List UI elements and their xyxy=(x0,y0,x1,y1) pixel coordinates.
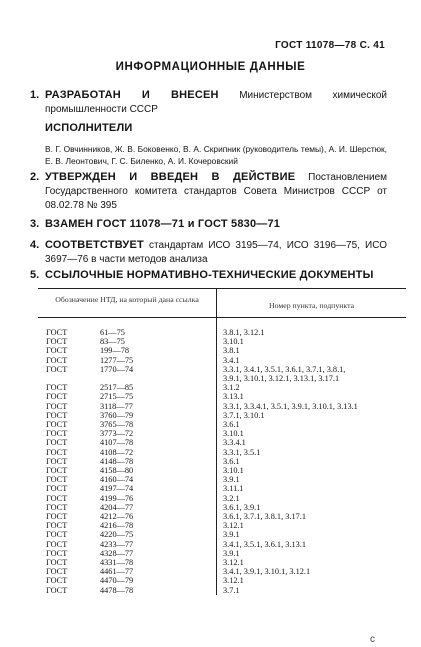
section-heading: ССЫЛОЧНЫЕ НОРМАТИВНО-ТЕХНИЧЕСКИЕ ДОКУМЕНТЫ xyxy=(45,269,374,281)
section-heading: УТВЕРЖДЕН И ВВЕДЕН В ДЕЙСТВИЕ xyxy=(45,171,296,183)
document-cell xyxy=(38,356,217,365)
document-cell xyxy=(38,586,217,595)
clause-cell xyxy=(217,438,407,447)
document-number: 4204—77 xyxy=(100,502,134,512)
document-number: 1277—75 xyxy=(100,355,134,365)
document-cell xyxy=(38,420,217,429)
table-row xyxy=(38,383,406,392)
clause-line: 3.6.1, 3.9.1 xyxy=(223,502,261,512)
document-cell xyxy=(38,549,217,558)
document-number: 4331—78 xyxy=(100,558,134,568)
document-prefix: ГОСТ xyxy=(46,328,68,337)
document-prefix: ГОСТ xyxy=(46,548,68,558)
clause-line: 3.4.1, 3.5.1, 3.6.1, 3.13.1 xyxy=(223,539,306,549)
document-number: 2715—75 xyxy=(100,392,134,402)
clause-line: 3.12.1 xyxy=(223,576,244,586)
clause-cell xyxy=(217,540,407,549)
document-number: 3760—79 xyxy=(100,410,134,420)
clause-cell xyxy=(217,512,407,521)
table-row xyxy=(38,402,406,411)
document-prefix: ГОСТ xyxy=(46,346,68,356)
clause-cell xyxy=(217,457,407,466)
section-4 xyxy=(30,238,387,267)
document-cell xyxy=(38,438,217,447)
document-prefix: ГОСТ xyxy=(46,410,68,420)
table-row xyxy=(38,494,406,503)
table-row xyxy=(38,530,406,539)
document-number: 4220—75 xyxy=(100,530,134,540)
clause-line: 3.4.1, 3.9.1, 3.10.1, 3.12.1 xyxy=(223,567,311,577)
table-row xyxy=(38,420,406,429)
clause-cell xyxy=(217,530,407,539)
document-number: 4216—78 xyxy=(100,521,134,531)
table-row xyxy=(38,466,406,475)
clause-line: 3.9.1 xyxy=(223,548,240,558)
clause-line: 3.8.1, 3.12.1 xyxy=(223,328,265,337)
document-prefix: ГОСТ xyxy=(46,585,68,595)
document-number: 3765—78 xyxy=(100,420,134,430)
clause-line: 3.6.1 xyxy=(223,456,240,466)
document-cell xyxy=(38,402,217,411)
table-row xyxy=(38,429,406,438)
section-text: Постановлением Государственного комитета стандартов Совета Министров СССР от 08.02.78 № 395 xyxy=(45,172,388,211)
document-cell xyxy=(38,411,217,420)
document-cell xyxy=(38,484,217,493)
document-prefix: ГОСТ xyxy=(46,558,68,568)
clause-line: 3.3.1, 3.4.1, 3.5.1, 3.6.1, 3.7.1, 3.8.1, xyxy=(223,364,346,374)
table-row xyxy=(38,392,406,401)
clause-line: 3.13.1 xyxy=(223,392,244,402)
clause-cell xyxy=(217,549,407,558)
document-prefix: ГОСТ xyxy=(46,429,68,439)
document-number: 4461—77 xyxy=(100,567,134,577)
document-prefix: ГОСТ xyxy=(46,438,68,448)
document-cell xyxy=(38,558,217,567)
document-number: 4212—76 xyxy=(100,512,134,522)
clause-cell xyxy=(217,402,407,411)
document-number: 1770—74 xyxy=(100,364,134,374)
document-cell xyxy=(38,429,217,438)
table-row xyxy=(38,346,406,355)
clause-line: 3.12.1 xyxy=(223,558,244,568)
clause-cell xyxy=(217,429,407,438)
document-prefix: ГОСТ xyxy=(46,466,68,476)
clause-line: 3.8.1 xyxy=(223,346,240,356)
document-prefix: ГОСТ xyxy=(46,493,68,503)
document-prefix: ГОСТ xyxy=(46,447,68,457)
executors-section xyxy=(30,121,387,167)
document-number: 4328—77 xyxy=(100,548,134,558)
table-row xyxy=(38,576,406,585)
document-cell xyxy=(38,466,217,475)
document-number: 199—78 xyxy=(100,346,130,356)
executors-names: В. Г. Овчинников, Ж. В. Боковенко, В. А. Скрипник (руководитель темы), А. И. Шерстюк, Е. В. Леонтович, Г. С. Биленко, А. И. Кочеровский xyxy=(45,144,387,166)
table-row xyxy=(38,457,406,466)
document-prefix: ГОСТ xyxy=(46,456,68,466)
clause-cell xyxy=(217,558,407,567)
document-prefix: ГОСТ xyxy=(46,392,68,402)
document-cell xyxy=(38,512,217,521)
section-heading: РАЗРАБОТАН И ВНЕСЕН xyxy=(45,89,219,101)
clause-cell xyxy=(217,392,407,401)
section-3 xyxy=(30,217,387,232)
clause-line: 3.3.4.1 xyxy=(223,438,246,448)
clause-line: 3.4.1 xyxy=(223,355,240,365)
document-cell xyxy=(38,383,217,392)
clause-line: 3.9.1 xyxy=(223,475,240,485)
table-row xyxy=(38,318,406,338)
document-cell xyxy=(38,530,217,539)
page-title: ИНФОРМАЦИОННЫЕ ДАННЫЕ xyxy=(115,61,306,73)
document-number: 4199—76 xyxy=(100,493,134,503)
section-number: 2. xyxy=(30,171,40,183)
executors-heading: ИСПОЛНИТЕЛИ xyxy=(45,122,133,134)
clause-cell xyxy=(217,356,407,365)
section-2 xyxy=(30,170,387,213)
column-header-document: Обозначение НТД, на который дана ссылка xyxy=(38,289,217,318)
clause-line: 3.10.1 xyxy=(223,466,244,476)
clause-line: 3.6.1 xyxy=(223,420,240,430)
column-header-clause: Номер пункта, подпункта xyxy=(217,289,407,318)
document-number: 3773—72 xyxy=(100,429,134,439)
document-number: 4108—72 xyxy=(100,447,134,457)
clause-cell xyxy=(217,411,407,420)
table-row xyxy=(38,512,406,521)
clause-cell xyxy=(217,484,407,493)
document-cell xyxy=(38,567,217,576)
table-row xyxy=(38,365,406,383)
section-number: 1. xyxy=(30,89,40,101)
document-cell xyxy=(38,365,217,383)
section-1 xyxy=(30,88,387,117)
document-cell xyxy=(38,318,217,338)
document-cell xyxy=(38,346,217,355)
table-row xyxy=(38,448,406,457)
clause-line: 3.7.1 xyxy=(223,585,240,595)
document-prefix: ГОСТ xyxy=(46,502,68,512)
document-cell xyxy=(38,521,217,530)
document-number: 3118—77 xyxy=(100,401,133,411)
document-number: 4470—79 xyxy=(100,576,134,586)
document-number: 2517—85 xyxy=(100,383,134,393)
clause-cell xyxy=(217,475,407,484)
document-prefix: ГОСТ xyxy=(46,401,68,411)
clause-cell xyxy=(217,586,407,595)
table-row xyxy=(38,549,406,558)
document-cell xyxy=(38,392,217,401)
clause-line: 3.6.1, 3.7.1, 3.8.1, 3.17.1 xyxy=(223,512,306,522)
clause-cell xyxy=(217,567,407,576)
clause-line: 3.10.1 xyxy=(223,429,244,439)
clause-line: 3.3.1, 3.3.4.1, 3.5.1, 3.9.1, 3.10.1, 3.13.1 xyxy=(223,401,358,411)
clause-line: 3.10.1 xyxy=(223,337,244,347)
table-row xyxy=(38,503,406,512)
table-row xyxy=(38,586,406,595)
clause-cell xyxy=(217,420,407,429)
table-row xyxy=(38,411,406,420)
table-row xyxy=(38,438,406,447)
document-cell xyxy=(38,494,217,503)
clause-cell xyxy=(217,383,407,392)
clause-cell xyxy=(217,365,407,383)
document-cell xyxy=(38,540,217,549)
document-prefix: ГОСТ xyxy=(46,530,68,540)
document-prefix: ГОСТ xyxy=(46,567,68,577)
document-cell xyxy=(38,457,217,466)
clause-line: 3.7.1, 3.10.1 xyxy=(223,410,265,420)
table-row xyxy=(38,567,406,576)
document-number: 4158—80 xyxy=(100,466,134,476)
document-number: 4233—77 xyxy=(100,539,134,549)
clause-cell xyxy=(217,503,407,512)
document-number: 4160—74 xyxy=(100,475,134,485)
clause-cell xyxy=(217,337,407,346)
document-number: 4197—74 xyxy=(100,484,134,494)
table-row xyxy=(38,540,406,549)
section-number: 4. xyxy=(30,239,40,251)
clause-cell xyxy=(217,521,407,530)
table-row xyxy=(38,337,406,346)
document-prefix: ГОСТ xyxy=(46,484,68,494)
document-number: 83—75 xyxy=(100,337,125,347)
table-row xyxy=(38,356,406,365)
document-prefix: ГОСТ xyxy=(46,420,68,430)
document-cell xyxy=(38,576,217,585)
document-prefix: ГОСТ xyxy=(46,512,68,522)
clause-cell xyxy=(217,466,407,475)
section-heading: СООТВЕТСТВУЕТ xyxy=(45,239,144,251)
clause-line: 3.9.1 xyxy=(223,530,240,540)
clause-line: 3.2.1 xyxy=(223,493,240,503)
document-prefix: ГОСТ xyxy=(46,337,68,347)
clause-cell xyxy=(217,346,407,355)
table-row xyxy=(38,475,406,484)
document-prefix: ГОСТ xyxy=(46,576,68,586)
document-prefix: ГОСТ xyxy=(46,521,68,531)
document-cell xyxy=(38,448,217,457)
document-number: 4148—78 xyxy=(100,456,134,466)
section-number: 5. xyxy=(30,269,40,281)
clause-line: 3.3.1, 3.5.1 xyxy=(223,447,261,457)
references-table-body xyxy=(38,318,406,595)
document-number: 61—75 xyxy=(100,328,125,337)
document-cell xyxy=(38,475,217,484)
clause-line: 3.1.2 xyxy=(223,383,240,393)
document-cell xyxy=(38,503,217,512)
section-text: Министерством химической промышленности СССР xyxy=(45,90,387,115)
section-heading: ВЗАМЕН ГОСТ 11078—71 и ГОСТ 5830—71 xyxy=(45,218,281,230)
document-prefix: ГОСТ xyxy=(46,539,68,549)
references-table xyxy=(38,288,406,595)
table-row xyxy=(38,484,406,493)
page-header: ГОСТ 11078—78 С. 41 xyxy=(275,40,385,51)
section-5 xyxy=(30,268,387,283)
document-prefix: ГОСТ xyxy=(46,355,68,365)
clause-line: 3.9.1, 3.10.1, 3.12.1, 3.13.1, 3.17.1 xyxy=(223,374,340,384)
document-cell xyxy=(38,337,217,346)
table-row xyxy=(38,521,406,530)
document-prefix: ГОСТ xyxy=(46,475,68,485)
document-prefix: ГОСТ xyxy=(46,364,68,374)
table-row xyxy=(38,558,406,567)
clause-cell xyxy=(217,494,407,503)
clause-cell xyxy=(217,448,407,457)
document-prefix: ГОСТ xyxy=(46,383,68,393)
clause-line: 3.11.1 xyxy=(223,484,244,494)
clause-cell xyxy=(217,576,407,585)
footer-mark: с xyxy=(370,634,375,645)
section-number: 3. xyxy=(30,218,40,230)
clause-line: 3.12.1 xyxy=(223,521,244,531)
document-number: 4107—78 xyxy=(100,438,134,448)
clause-cell xyxy=(217,318,407,338)
document-number: 4478—78 xyxy=(100,585,134,595)
section-text: стандартам ИСО 3195—74, ИСО 3196—75, ИСО 3697—76 в части методов анализа xyxy=(45,240,387,265)
